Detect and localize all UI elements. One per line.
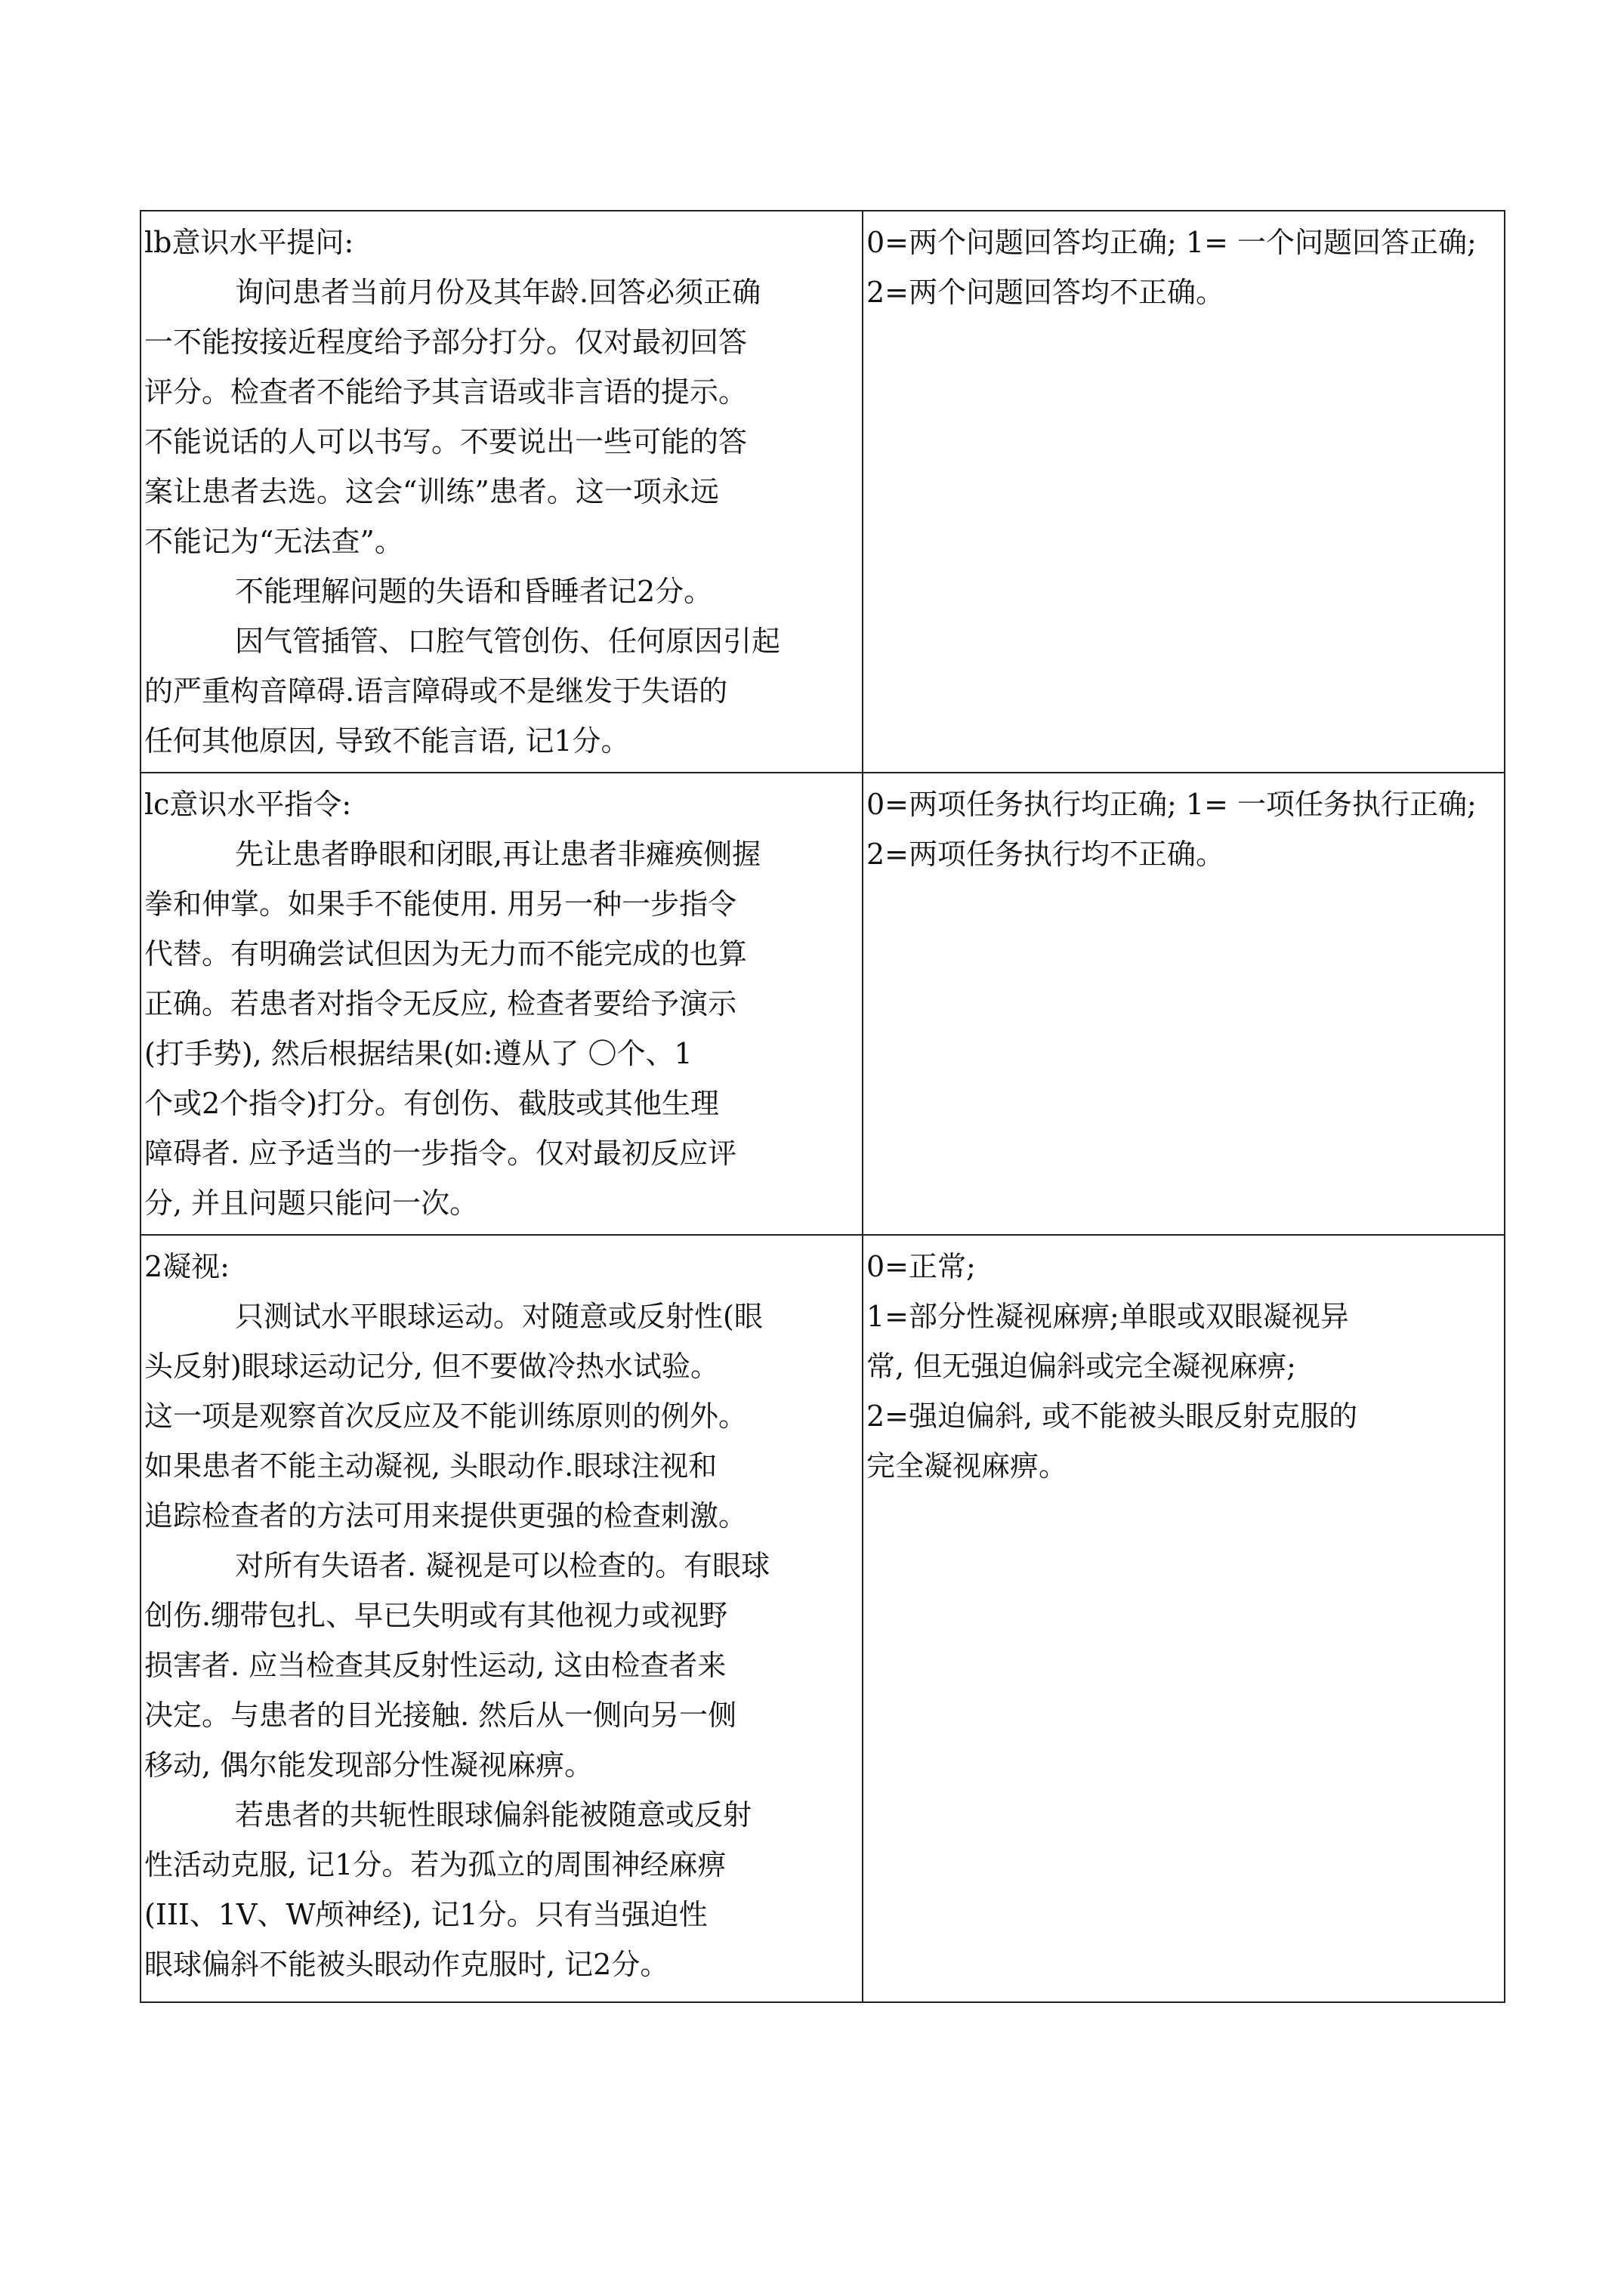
description-line: (打手势), 然后根据结果(如:遵从了 〇个、1: [144, 1037, 693, 1070]
description-line: 追踪检查者的方法可用来提供更强的检查刺激。: [144, 1499, 748, 1532]
score-line: 完全凝视麻痹。: [866, 1449, 1068, 1483]
table-row: [140, 211, 1505, 773]
description-line: 创伤.绷带包扎、早已失明或有其他视力或视野: [144, 1599, 728, 1632]
table-row: [140, 773, 1505, 1235]
description-line: 决定。与患者的目光接触. 然后从一侧向另一侧: [144, 1699, 737, 1732]
description-line: 眼球偏斜不能被头眼动作克服时, 记2分。: [144, 1948, 669, 1981]
description-line: 的严重构音障碍.语言障碍或不是继发于失语的: [144, 674, 728, 708]
description-line: 若患者的共轭性眼球偏斜能被随意或反射: [235, 1798, 752, 1832]
description-line: 不能记为“无法查”。: [144, 525, 403, 558]
description-line: 因气管插管、口腔气管创伤、任何原因引起: [235, 625, 781, 658]
description-line: 询问患者当前月份及其年龄.回答必须正确: [235, 276, 761, 309]
description-line: 评分。检查者不能给予其言语或非言语的提示。: [144, 375, 748, 409]
description-line: 一不能按接近程度给予部分打分。仅对最初回答: [144, 326, 748, 359]
description-line: 障碍者. 应予适当的一步指令。仅对最初反应评: [144, 1137, 737, 1170]
scoring-criteria-cell: [863, 211, 1505, 773]
description-line: 移动, 偶尔能发现部分性凝视麻痹。: [144, 1748, 594, 1782]
description-line: 头反射)眼球运动记分, 但不要做冷热水试验。: [144, 1350, 719, 1383]
description-line: 这一项是观察首次反应及不能训练原则的例外。: [144, 1400, 748, 1433]
item-description-cell: [140, 1235, 863, 2002]
item-heading: lc意识水平指令:: [144, 788, 352, 821]
score-line: 0=正常;: [866, 1250, 976, 1283]
score-line: 2=强迫偏斜, 或不能被头眼反射克服的: [866, 1400, 1358, 1433]
item-description-cell: [140, 211, 863, 773]
description-text: [144, 1242, 859, 1989]
score-line: 常, 但无强迫偏斜或完全凝视麻痹;: [866, 1350, 1296, 1383]
description-line: 分, 并且问题只能问一次。: [144, 1187, 479, 1220]
scoring-criteria-cell: [863, 773, 1505, 1235]
description-line: 案让患者去选。这会“训练”患者。这一项永远: [144, 475, 719, 508]
scoring-text: [866, 1242, 1501, 1491]
description-line: 不能说话的人可以书写。不要说出一些可能的答: [144, 425, 748, 458]
item-heading: lb意识水平提问:: [144, 226, 354, 259]
item-heading: 2凝视:: [144, 1250, 230, 1283]
description-line: 如果患者不能主动凝视, 头眼动作.眼球注视和: [144, 1449, 718, 1483]
scoring-table: [140, 210, 1505, 2003]
description-line: 损害者. 应当检查其反射性运动, 这由检查者来: [144, 1649, 727, 1682]
score-line: 2=两个问题回答均不正确。: [866, 276, 1225, 309]
description-line: 性活动克服, 记1分。若为孤立的周围神经麻痹: [144, 1848, 727, 1881]
description-line: 正确。若患者对指令无反应, 检查者要给予演示: [144, 987, 737, 1020]
score-line: 1=部分性凝视麻痹;单眼或双眼凝视异: [866, 1300, 1349, 1333]
score-line: 2=两项任务执行均不正确。: [866, 838, 1225, 871]
item-description-cell: [140, 773, 863, 1235]
description-line: 拳和伸掌。如果手不能使用. 用另一种一步指令: [144, 887, 737, 921]
description-line: 只测试水平眼球运动。对随意或反射性(眼: [235, 1300, 763, 1333]
scoring-criteria-cell: [863, 1235, 1505, 2002]
description-line: 任何其他原因, 导致不能言语, 记1分。: [144, 724, 630, 758]
description-line: (III、1V、W颅神经), 记1分。只有当强迫性: [144, 1898, 708, 1931]
description-text: [144, 218, 859, 766]
description-line: 对所有失语者. 凝视是可以检查的。有眼球: [235, 1549, 770, 1582]
score-line: 0=两项任务执行均正确; 1= 一项任务执行正确;: [866, 788, 1477, 821]
scoring-text: [866, 779, 1501, 879]
description-line: 不能理解问题的失语和昏睡者记2分。: [235, 575, 713, 608]
score-line: 0=两个问题回答均正确; 1= 一个问题回答正确;: [866, 226, 1477, 259]
description-line: 个或2个指令)打分。有创伤、截肢或其他生理: [144, 1087, 720, 1120]
scoring-text: [866, 218, 1501, 317]
description-line: 先让患者睁眼和闭眼,再让患者非瘫痪侧握: [235, 838, 761, 871]
description-line: 代替。有明确尝试但因为无力而不能完成的也算: [144, 937, 748, 971]
table-row: [140, 1235, 1505, 2002]
description-text: [144, 779, 859, 1228]
